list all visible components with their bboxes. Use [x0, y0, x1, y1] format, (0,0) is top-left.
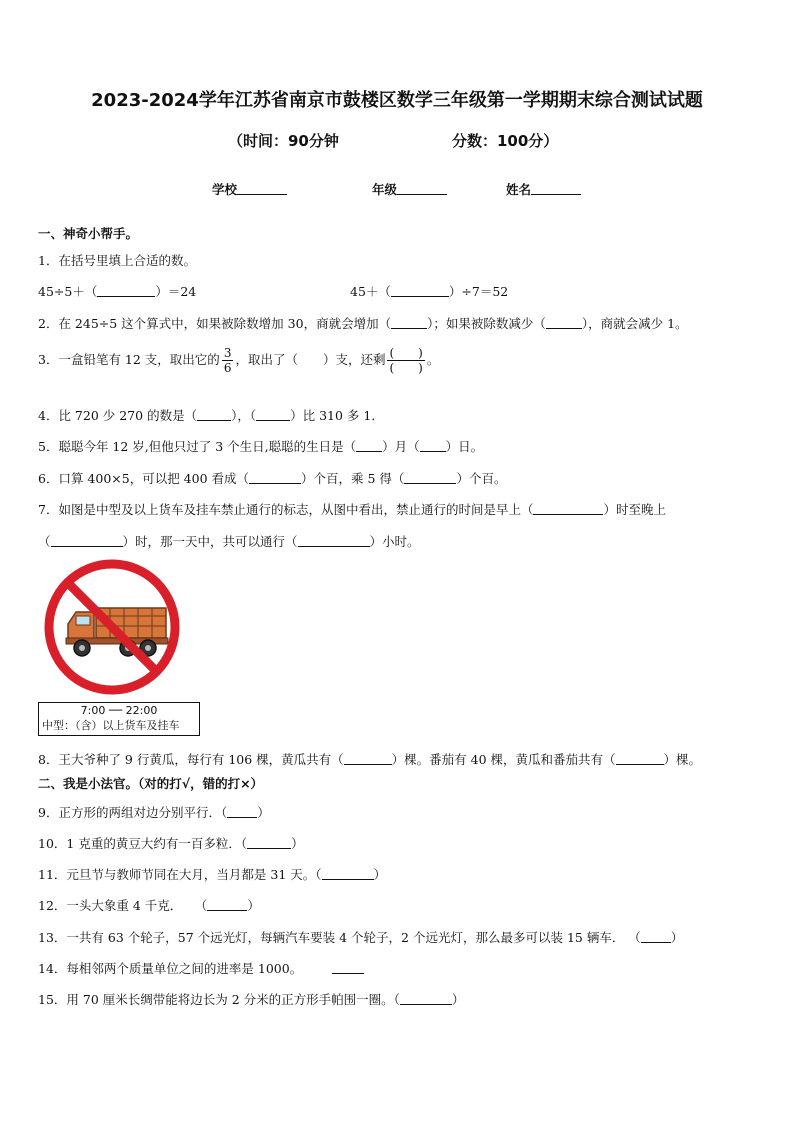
q12-blank[interactable]	[207, 898, 247, 911]
q10-pre: 10．1 克重的黄豆大约有一百多粒．（	[38, 836, 248, 851]
q7-line2-mid: ）时，那一天中，共可以通行（	[122, 534, 298, 549]
q3-numerator: 3	[223, 346, 232, 360]
q2-pre: 2．在 245÷5 这个算式中，如果被除数增加 30，商就会增加（	[38, 316, 392, 331]
q8-post: ）棵。	[663, 752, 702, 767]
question-9	[38, 803, 270, 821]
q9-pre: 9．正方形的两组对边分别平行．（	[38, 805, 228, 820]
q6-pre: 6．口算 400×5，可以把 400 看成（	[38, 471, 250, 486]
q4-blank-2[interactable]	[256, 408, 290, 421]
q8-mid: ）棵。番茄有 40 棵，黄瓜和番茄共有（	[391, 752, 616, 767]
q6-blank-2[interactable]	[404, 471, 456, 484]
section-2-heading: 二、我是小法官。（对的打√，错的打×）	[38, 776, 264, 791]
q1a-pre: 45÷5＋（	[38, 284, 98, 299]
question-8	[38, 750, 701, 768]
q1b-post: ）÷7＝52	[448, 284, 509, 299]
q4-post: ）比 310 多 1．	[290, 408, 384, 423]
q5-mid: ）月（	[382, 439, 420, 454]
sign-caption: 中型：（含）以上货车及挂车	[42, 719, 180, 732]
sign-caption-box	[38, 702, 200, 736]
q2-blank-2[interactable]	[546, 316, 582, 329]
q7-line2-post: ）小时。	[369, 534, 420, 549]
q2-blank-1[interactable]	[391, 316, 427, 329]
q1a-post: ）＝24	[155, 284, 197, 299]
q5-blank-month[interactable]	[356, 439, 382, 452]
q11-pre: 11．元旦节与教师节同在大月，当月都是 31 天。（	[38, 867, 322, 882]
q1b-blank[interactable]	[391, 284, 449, 297]
q4-blank-1[interactable]	[197, 408, 231, 421]
q7-line1-post: ）时至晚上	[603, 502, 666, 517]
q15-post: ）	[451, 992, 465, 1007]
q9-post: ）	[257, 805, 270, 820]
sign-time: 7:00 ── 22:00	[80, 704, 158, 717]
q7-line1-pre: 7．如图是中型及以上货车及挂车禁止通行的标志，从图中看出，禁止通行的时间是早上（	[38, 502, 534, 517]
grade-blank[interactable]	[397, 182, 447, 195]
question-10	[38, 834, 304, 852]
q2-mid: ）；如果被除数减少（	[427, 316, 546, 331]
q10-post: ）	[291, 836, 304, 851]
q15-blank[interactable]	[400, 992, 452, 1005]
grade-label: 年级	[372, 182, 398, 197]
q1a-blank[interactable]	[97, 284, 155, 297]
q15-pre: 15．用 70 厘米长绸带能将边长为 2 分米的正方形手帕围一圈。（	[38, 992, 400, 1007]
exam-score: 分数：100分）	[452, 132, 559, 150]
question-5	[38, 437, 483, 455]
question-7-line-2	[38, 532, 420, 550]
q8-blank-1[interactable]	[344, 752, 392, 765]
q11-blank[interactable]	[322, 867, 374, 880]
q12-pre: 12．一头大象重 4 千克． （	[38, 898, 208, 913]
page-title: 2023-2024学年江苏省南京市鼓楼区数学三年级第一学期期末综合测试试题	[91, 90, 703, 111]
school-field[interactable]	[212, 180, 287, 198]
q3-pre: 3．一盒铅笔有 12 支，取出它的	[38, 352, 220, 367]
question-12	[38, 896, 260, 914]
question-13	[38, 928, 683, 946]
q5-blank-day[interactable]	[420, 439, 446, 452]
question-14	[38, 959, 364, 977]
q5-post: ）日。	[445, 439, 484, 454]
q7-blank-start[interactable]	[533, 502, 603, 515]
q4-pre: 4．比 720 少 270 的数是（	[38, 408, 198, 423]
q4-mid: ），（	[231, 408, 257, 423]
q6-mid: ）个百，乘 5 得（	[301, 471, 405, 486]
question-2	[38, 314, 688, 332]
q2-post: ），商就会减少 1。	[581, 316, 688, 331]
prohibition-sign-icon	[40, 556, 184, 698]
name-field[interactable]	[506, 180, 581, 198]
q3-answer-fraction[interactable]	[387, 346, 424, 375]
question-1a	[38, 282, 196, 300]
q3-answer-numerator[interactable]: ( )	[389, 346, 423, 360]
q5-pre: 5．聪聪今年 12 岁,但他只过了 3 个生日,聪聪的生日是（	[38, 439, 357, 454]
q1b-pre: 45＋（	[350, 284, 391, 299]
q14-blank[interactable]	[332, 961, 364, 974]
school-label: 学校	[212, 182, 238, 197]
q7-blank-end[interactable]	[51, 534, 123, 547]
q14-pre: 14．每相邻两个质量单位之间的进率是 1000。	[38, 961, 303, 976]
q7-blank-hours[interactable]	[298, 534, 370, 547]
question-3	[38, 346, 439, 375]
q8-pre: 8．王大爷种了 9 行黄瓜，每行有 106 棵，黄瓜共有（	[38, 752, 344, 767]
question-4	[38, 406, 384, 424]
q3-post: 。	[426, 352, 440, 367]
question-1b	[350, 282, 508, 300]
q7-line2-pre: （	[38, 534, 51, 549]
name-blank[interactable]	[531, 182, 581, 195]
q11-post: ）	[373, 867, 387, 882]
q13-post: ）	[670, 930, 684, 945]
q6-blank-1[interactable]	[249, 471, 301, 484]
name-label: 姓名	[506, 182, 532, 197]
q3-denominator: 6	[223, 361, 232, 375]
q10-blank[interactable]	[247, 836, 291, 849]
question-6	[38, 469, 506, 487]
exam-time: （时间：90分钟	[228, 132, 339, 150]
q9-blank[interactable]	[227, 805, 257, 818]
grade-field[interactable]	[372, 180, 447, 198]
q12-post: ）	[247, 898, 260, 913]
q3-fraction	[222, 346, 234, 375]
school-blank[interactable]	[237, 182, 287, 195]
question-7-line-1	[38, 500, 666, 518]
q13-pre: 13．一共有 63 个轮子，57 个远光灯，每辆汽车要装 4 个轮子，2 个远光灯，那么最多可以装 15 辆车． （	[38, 930, 641, 945]
question-15	[38, 990, 464, 1008]
q6-post: ）个百。	[456, 471, 507, 486]
question-11	[38, 865, 386, 883]
q13-blank[interactable]	[641, 930, 671, 943]
no-truck-sign	[38, 556, 200, 740]
q3-answer-denominator[interactable]: ( )	[389, 361, 423, 375]
section-1-heading: 一、神奇小帮手。	[38, 226, 139, 241]
q8-blank-2[interactable]	[616, 752, 664, 765]
q3-mid: ，取出了（ ）支，还剩	[235, 352, 386, 367]
question-1: 1．在括号里填上合适的数。	[38, 253, 196, 268]
